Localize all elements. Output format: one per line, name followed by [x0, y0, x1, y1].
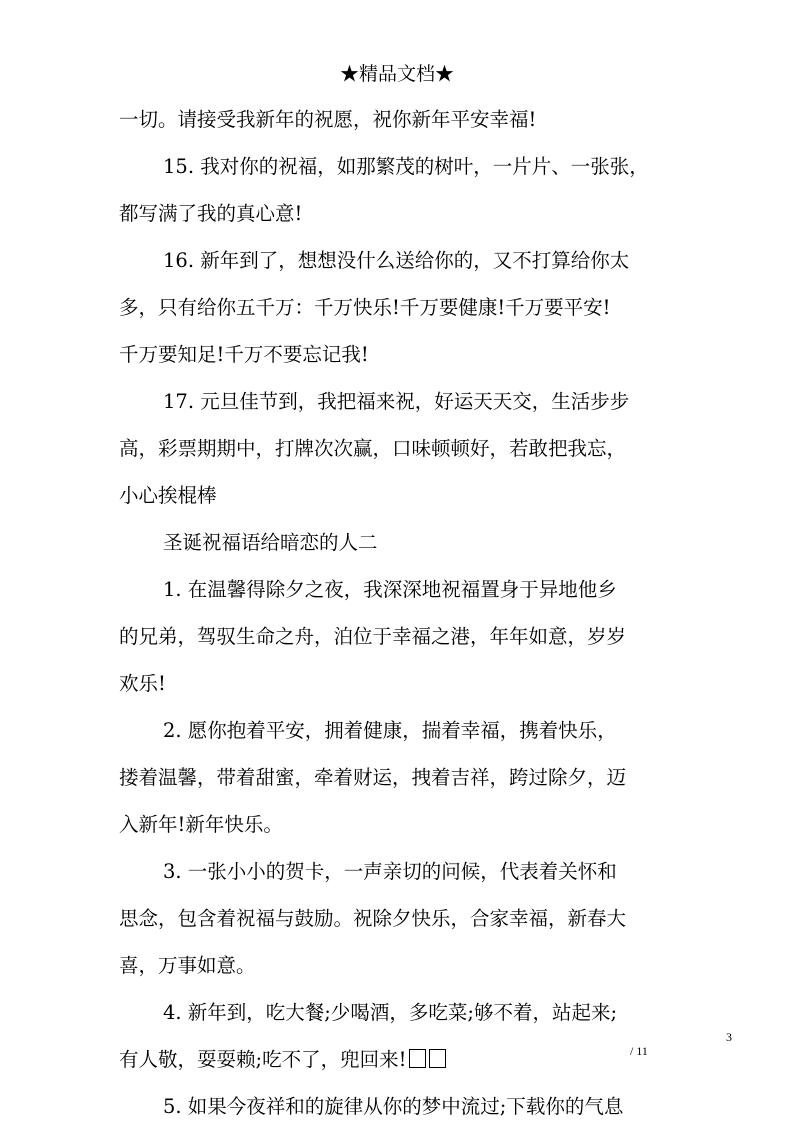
text-line: 5. 如果今夜祥和的旋律从你的梦中流过;下载你的气息 [163, 1095, 624, 1118]
text-line: 千万要知足!千万不要忘记我! [119, 343, 369, 366]
page-number: 3 [726, 1030, 732, 1044]
text-line: 喜，万事如意。 [119, 954, 256, 977]
text-line: 16. 新年到了，想想没什么送给你的，又不打算给你太 [163, 249, 630, 272]
text-line: 都写满了我的真心意! [119, 202, 303, 225]
text-line: 思念，包含着祝福与鼓励。祝除夕快乐，合家幸福，新春大 [119, 907, 627, 930]
text-line-with-glyph-boxes [119, 1036, 684, 1083]
text-line: 2. 愿你抱着平安，拥着健康，揣着幸福，携着快乐， [163, 719, 617, 742]
text-line: 有人敬，耍耍赖;吃不了，兜回来! [119, 1048, 407, 1071]
text-line: 入新年!新年快乐。 [119, 813, 283, 836]
missing-glyph-box [409, 1049, 426, 1068]
text-line: 1. 在温馨得除夕之夜，我深深地祝福置身于异地他乡 [163, 578, 617, 601]
text-line: 欢乐! [119, 672, 166, 695]
missing-glyph-box [429, 1049, 446, 1068]
page-header-title: ★精品文档★ [339, 63, 454, 85]
section-heading: 圣诞祝福语给暗恋的人二 [163, 531, 378, 554]
text-line: 高，彩票期期中，打牌次次赢，口味顿顿好，若敢把我忘， [119, 437, 627, 460]
text-line: 4. 新年到，吃大餐;少喝酒，多吃菜;够不着，站起来; [163, 1001, 618, 1024]
text-line: 的兄弟，驾驭生命之舟，泊位于幸福之港，年年如意，岁岁 [119, 625, 627, 648]
text-line: 17. 元旦佳节到，我把福来祝，好运天天交，生活步步 [163, 390, 630, 413]
text-line: 小心挨棍棒 [119, 484, 217, 507]
document-body [119, 96, 684, 1130]
page-total: / 11 [630, 1044, 648, 1058]
text-line: 多，只有给你五千万：千万快乐!千万要健康!千万要平安! [119, 296, 611, 319]
text-line: 3. 一张小小的贺卡，一声亲切的问候，代表着关怀和 [163, 860, 617, 883]
text-line: 15. 我对你的祝福，如那繁茂的树叶，一片片、一张张， [163, 155, 649, 178]
text-line: 一切。请接受我新年的祝愿，祝你新年平安幸福! [119, 108, 537, 131]
text-line: 搂着温馨，带着甜蜜，牵着财运，拽着吉祥，跨过除夕，迈 [119, 766, 627, 789]
